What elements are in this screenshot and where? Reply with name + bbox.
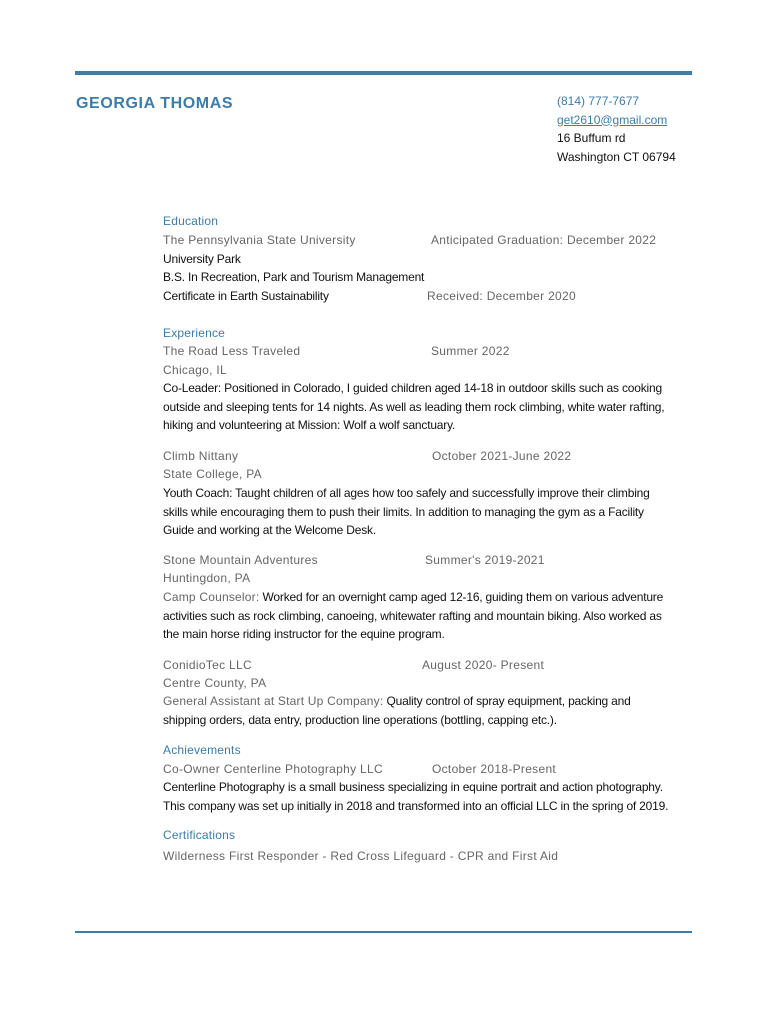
- achievement-description: [163, 778, 703, 815]
- job-3-desc-line-3: the main horse riding instructor for the equine program.: [163, 627, 445, 641]
- graduation-date: Anticipated Graduation: December 2022: [431, 233, 657, 247]
- job-1-org: The Road Less Traveled: [163, 344, 301, 358]
- email-link[interactable]: get2610@gmail.com: [557, 112, 668, 127]
- campus: University Park: [163, 252, 241, 266]
- achievement-desc-line-1: Centerline Photography is a small business specializing in equine portrait and action photography.: [163, 780, 663, 794]
- job-1-dates: Summer 2022: [431, 344, 510, 358]
- certifications-list: Wilderness First Responder - Red Cross Lifeguard - CPR and First Aid: [163, 849, 559, 863]
- job-1-desc-line-3: hiking and volunteering at Mission: Wolf a wolf sanctuary.: [163, 418, 456, 432]
- job-2-org: Climb Nittany: [163, 449, 239, 463]
- degree: B.S. In Recreation, Park and Tourism Management: [163, 270, 425, 284]
- job-3-org: Stone Mountain Adventures: [163, 553, 318, 567]
- job-3-desc-line-2: activities such as rock climbing, canoeing, whitewater rafting and mountain biking. Also worked as: [163, 608, 662, 623]
- address-line-2: Washington CT 06794: [557, 149, 676, 164]
- job-1-desc-line-2: outside and sleeping tents for 14 nights. As well as leading them rock climbing, white water rafting,: [163, 399, 665, 414]
- job-3-desc-line-1: Worked for an overnight camp aged 12-16, guiding them on various adventure: [259, 590, 664, 604]
- job-1-description: [163, 379, 703, 435]
- bottom-divider: [75, 931, 692, 933]
- certificate: Certificate in Earth Sustainability: [163, 289, 329, 303]
- job-2-description: [163, 484, 703, 540]
- experience-heading: Experience: [163, 326, 226, 340]
- achievement-org: Co-Owner Centerline Photography LLC: [163, 762, 383, 776]
- certificate-received: Received: December 2020: [427, 289, 576, 303]
- certifications-heading: Certifications: [163, 828, 236, 842]
- job-3-dates: Summer's 2019-2021: [425, 553, 545, 567]
- contact-block: [557, 92, 676, 166]
- job-4-location: Centre County, PA: [163, 676, 267, 690]
- job-4-org: ConidioTec LLC: [163, 658, 252, 672]
- education-heading: Education: [163, 214, 219, 228]
- job-2-dates: October 2021-June 2022: [432, 449, 572, 463]
- job-3-title: Camp Counselor:: [163, 590, 260, 604]
- job-4-description: [163, 692, 703, 729]
- job-4-dates: August 2020- Present: [422, 658, 545, 672]
- top-divider: [75, 71, 692, 75]
- job-3-location: Huntingdon, PA: [163, 571, 251, 585]
- job-2-desc-line-2: skills while encouraging them to push their limits. In addition to managing the gym as a Facility: [163, 504, 644, 519]
- school-name: The Pennsylvania State University: [163, 233, 356, 247]
- job-1-location: Chicago, IL: [163, 363, 228, 377]
- achievements-heading: Achievements: [163, 743, 241, 757]
- job-3-description: [163, 588, 703, 644]
- job-4-title: General Assistant at Start Up Company:: [163, 694, 384, 708]
- job-2-desc-line-1: Youth Coach: Taught children of all ages how too safely and successfully improve their climbing: [163, 486, 650, 500]
- job-4-desc-line-1: Quality control of spray equipment, packing and: [383, 694, 631, 708]
- achievement-dates: October 2018-Present: [432, 762, 557, 776]
- job-1-desc-line-1: Co-Leader: Positioned in Colorado, I guided children aged 14-18 in outdoor skills such as cooking: [163, 381, 662, 395]
- job-2-desc-line-3: Guide and working at the Welcome Desk.: [163, 523, 376, 537]
- job-4-desc-line-2: shipping orders, data entry, production line operations (bottling, capping etc.).: [163, 712, 557, 727]
- achievement-desc-line-2: This company was set up initially in 2018 and transformed into an official LLC in the spring of 2019.: [163, 798, 669, 813]
- address-line-1: 16 Buffum rd: [557, 131, 626, 145]
- candidate-name: GEORGIA THOMAS: [76, 95, 234, 112]
- job-2-location: State College, PA: [163, 467, 262, 481]
- phone-link[interactable]: (814) 777-7677: [557, 94, 640, 108]
